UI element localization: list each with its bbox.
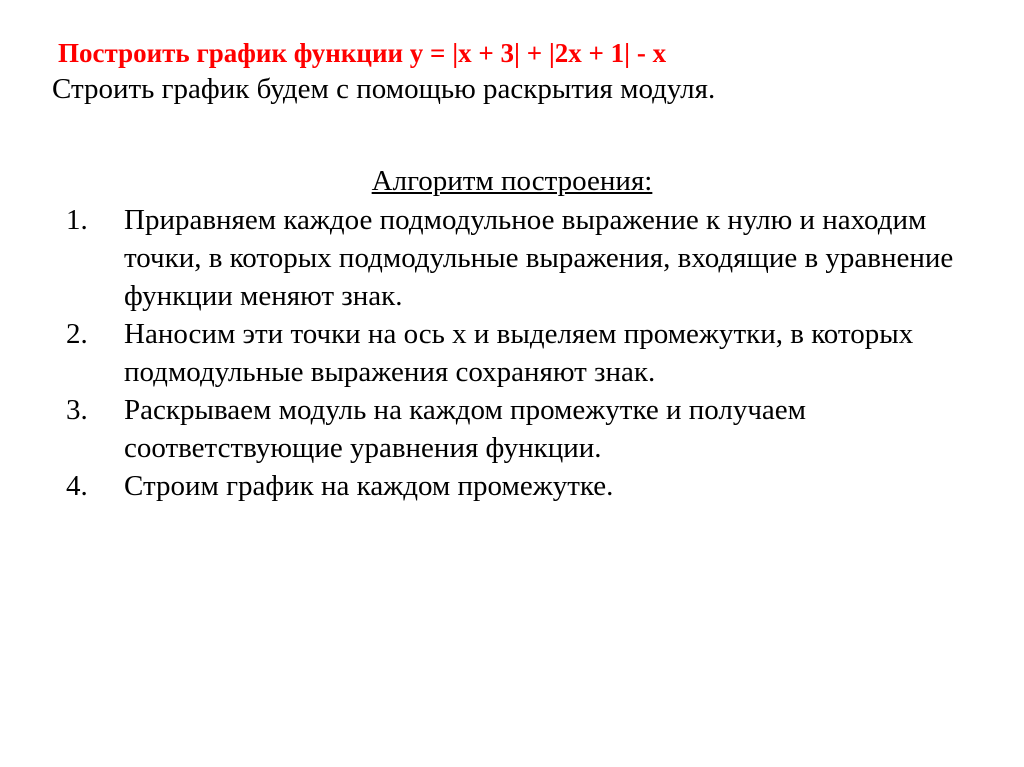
algorithm-heading-label: Алгоритм построения: <box>371 164 653 197</box>
list-item-text: Приравняем каждое подмодульное выражение к нулю и находим точки, в которых подмодульные выражения, входящие в уравнение функции меняют знак. <box>124 203 954 312</box>
list-item-number: 1. <box>66 203 88 236</box>
list-item <box>52 468 972 506</box>
list-item <box>52 392 972 468</box>
page-title: Построить график функции y = |x + 3| + |2x + 1| - x <box>58 38 667 68</box>
list-item <box>52 316 972 392</box>
list-item <box>52 202 972 316</box>
list-item-number: 3. <box>66 393 88 426</box>
subtitle-text: Строить график будем с помощью раскрытия модуля. <box>52 72 716 105</box>
list-item-text: Наносим эти точки на ось х и выделяем промежутки, в которых подмодульные выражения сохраняют знак. <box>124 317 914 388</box>
algorithm-steps-list <box>52 202 972 506</box>
list-item-number: 2. <box>66 317 88 350</box>
list-item-text: Раскрываем модуль на каждом промежутке и получаем соответствующие уравнения функции. <box>124 393 806 464</box>
list-item-text: Строим график на каждом промежутке. <box>124 469 614 502</box>
list-item-number: 4. <box>66 469 88 502</box>
algorithm-heading <box>52 165 972 198</box>
